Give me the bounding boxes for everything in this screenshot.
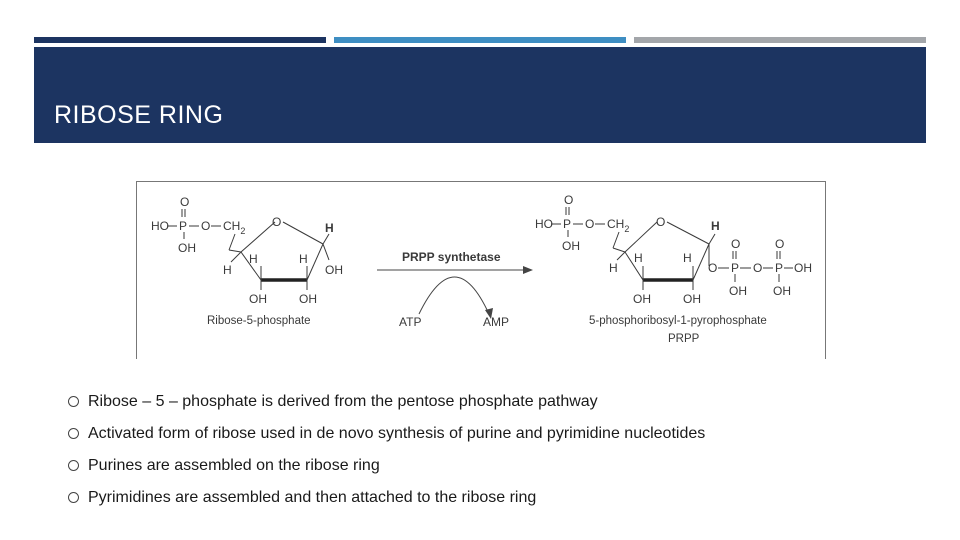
label-ch2: $CH_2$ bbox=[223, 219, 246, 236]
accent-bar-blue bbox=[334, 37, 626, 43]
reaction-arrow-group bbox=[377, 250, 533, 329]
label-o-top: O bbox=[180, 195, 190, 209]
prpp-structure bbox=[535, 193, 812, 345]
bullet-text: Ribose – 5 – phosphate is derived from the pentose phosphate pathway bbox=[88, 393, 598, 410]
oh-c3: OH bbox=[249, 292, 267, 306]
bullet-text: Purines are assembled on the ribose ring bbox=[88, 457, 380, 474]
accent-bar-gray bbox=[634, 37, 926, 43]
pp-top1: O bbox=[731, 237, 741, 251]
h-c2-top: H bbox=[299, 252, 308, 266]
pp-p2: P bbox=[775, 261, 784, 275]
r-h-c4-left: H bbox=[609, 261, 618, 275]
h-c1-top: H bbox=[325, 221, 334, 235]
pp-top2: O bbox=[775, 237, 785, 251]
h-c3-top: H bbox=[249, 252, 258, 266]
pp-oh1: OH bbox=[729, 284, 747, 298]
bullet-item bbox=[68, 424, 705, 456]
r-h-c1-top: H bbox=[711, 219, 720, 233]
accent-bar-dark bbox=[34, 37, 326, 43]
amp-label: AMP bbox=[483, 315, 510, 329]
pp-o2: O bbox=[753, 261, 763, 275]
h-c1-right-oh: OH bbox=[325, 263, 343, 277]
atp-label: ATP bbox=[399, 315, 422, 329]
r-ring-oxygen: O bbox=[656, 215, 666, 229]
reaction-figure bbox=[136, 181, 826, 359]
name-ribose-5-phosphate: Ribose-5-phosphate bbox=[207, 315, 311, 327]
pp-p1: P bbox=[731, 261, 740, 275]
r-oh-c2: OH bbox=[683, 292, 701, 306]
bullet-text: Activated form of ribose used in de novo synthesis of purine and pyrimidine nucleotides bbox=[88, 425, 706, 442]
label-oh: OH bbox=[178, 241, 196, 255]
bullet-list bbox=[68, 392, 705, 520]
label-ho: HO bbox=[151, 219, 169, 233]
ring-oxygen: O bbox=[272, 215, 282, 229]
ribose-5-phosphate-structure bbox=[151, 195, 343, 327]
h-c4-left: H bbox=[223, 263, 232, 277]
cofactor-curve bbox=[419, 277, 489, 314]
r-label-o-link: O bbox=[585, 217, 595, 231]
r-label-o-top: O bbox=[564, 193, 574, 207]
r-h-c2-top: H bbox=[683, 251, 692, 265]
r-label-ch2: $CH_2$ bbox=[607, 217, 630, 234]
title-banner bbox=[34, 47, 926, 143]
bullet-circle-icon bbox=[68, 492, 79, 503]
r-h-c3-top: H bbox=[634, 251, 643, 265]
pp-o1: O bbox=[708, 261, 718, 275]
bullet-item bbox=[68, 392, 705, 424]
name-prpp-full: 5-phosphoribosyl-1-pyrophosphate bbox=[589, 315, 767, 327]
pp-oh-end: OH bbox=[794, 261, 812, 275]
r-label-oh: OH bbox=[562, 239, 580, 253]
bullet-item bbox=[68, 488, 705, 520]
oh-c2: OH bbox=[299, 292, 317, 306]
r-oh-c3: OH bbox=[633, 292, 651, 306]
bullet-circle-icon bbox=[68, 396, 79, 407]
prpp-reaction-diagram bbox=[137, 182, 827, 360]
slide-title: RIBOSE RING bbox=[54, 101, 224, 129]
main-arrow-head bbox=[523, 266, 533, 274]
label-p: P bbox=[179, 219, 188, 233]
pp-oh2: OH bbox=[773, 284, 791, 298]
bullet-item bbox=[68, 456, 705, 488]
name-prpp-abbr: PRPP bbox=[668, 333, 700, 345]
bullet-circle-icon bbox=[68, 460, 79, 471]
r-label-ho: HO bbox=[535, 217, 553, 231]
bullet-text: Pyrimidines are assembled and then attached to the ribose ring bbox=[88, 489, 537, 506]
enzyme-label: PRPP synthetase bbox=[402, 250, 501, 264]
r-label-p: P bbox=[563, 217, 572, 231]
bullet-circle-icon bbox=[68, 428, 79, 439]
label-o-link: O bbox=[201, 219, 211, 233]
